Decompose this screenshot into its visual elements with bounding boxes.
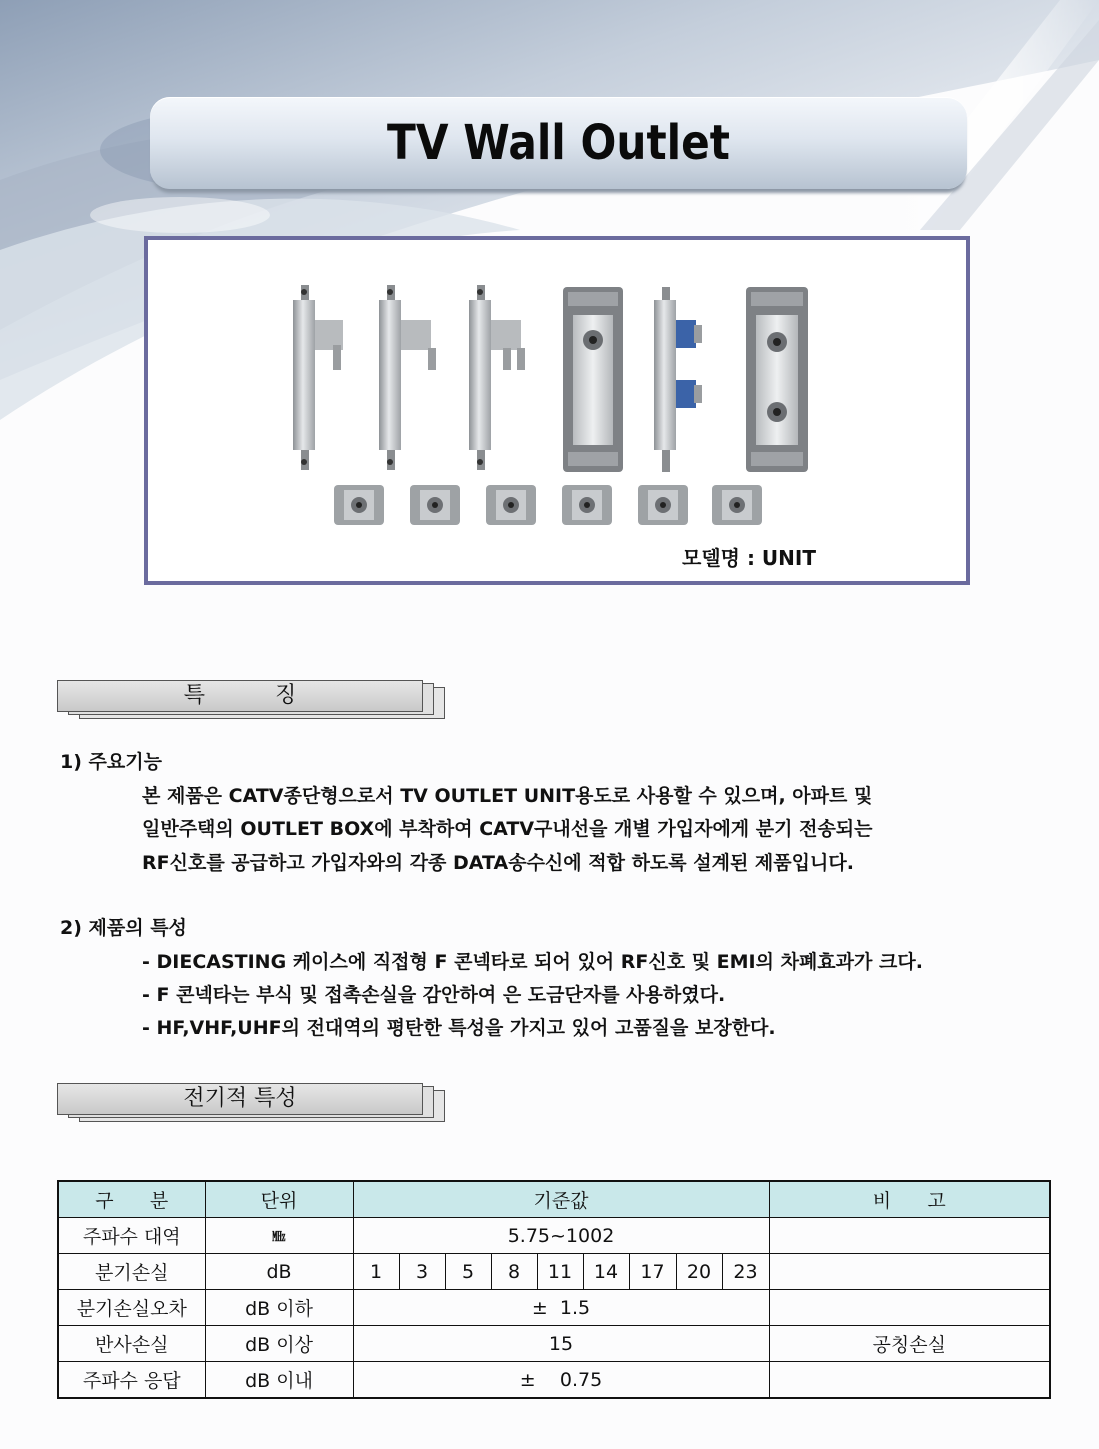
table-row <box>58 1290 1050 1326</box>
row-value: ± 1.5 <box>353 1290 769 1326</box>
electrical-tab-label: 전기적 특성 <box>183 1086 297 1111</box>
branch-loss-value: 23 <box>722 1254 769 1290</box>
row-item: 주파수 응답 <box>58 1362 205 1399</box>
outlet-front-double <box>746 287 808 472</box>
product-feature-line-2: - F 콘넥타는 부식 및 접촉손실을 감안하여 은 도금단자를 사용하였다. <box>142 984 726 1006</box>
row-value: ± 0.75 <box>353 1362 769 1399</box>
features-tab-label: 특 징 <box>183 683 297 708</box>
row-item: 분기손실오차 <box>58 1290 205 1326</box>
main-function-line-3: RF신호를 공급하고 가입자와의 각종 DATA송수신에 적합 하도록 설계된 제품입니다. <box>142 852 854 874</box>
product-feature-line-1: - DIECASTING 케이스에 직접형 F 콘넥타로 되어 있어 RF신호 및 EMI의 차폐효과가 크다. <box>142 951 923 973</box>
outlet-front-single <box>563 287 623 472</box>
branch-loss-value: 5 <box>445 1254 491 1290</box>
row-note <box>769 1362 1050 1399</box>
electrical-spec-table <box>57 1180 1051 1399</box>
product-feature-line-3: - HF,VHF,UHF의 전대역의 평탄한 특성을 가지고 있어 고품질을 보장한다. <box>142 1017 776 1039</box>
table-header-row <box>58 1181 1050 1218</box>
row-value: 5.75~1002 <box>353 1218 769 1254</box>
branch-loss-value: 14 <box>583 1254 629 1290</box>
title-banner <box>150 97 967 189</box>
model-caption: 모델명 : UNIT <box>682 546 816 570</box>
header-reference-value: 기준값 <box>353 1181 769 1218</box>
row-note <box>769 1290 1050 1326</box>
product-photo <box>148 240 966 581</box>
main-function-line-1: 본 제품은 CATV종단형으로서 TV OUTLET UNIT용도로 사용할 수 있으며, 아파트 및 <box>142 785 873 807</box>
header-category: 구 분 <box>58 1181 205 1218</box>
row-unit: dB 이하 <box>205 1290 353 1326</box>
electrical-tab <box>57 1083 457 1125</box>
table-row <box>58 1326 1050 1362</box>
row-value: 15 <box>353 1326 769 1362</box>
branch-loss-value: 1 <box>353 1254 399 1290</box>
row-item: 반사손실 <box>58 1326 205 1362</box>
outlet-side-1 <box>293 285 343 470</box>
row-unit: dB <box>205 1254 353 1290</box>
unit-module-row <box>334 485 762 525</box>
row-item: 분기손실 <box>58 1254 205 1290</box>
outlet-side-2 <box>379 285 436 470</box>
section-heading-product-features: 2) 제품의 특성 <box>60 917 187 939</box>
row-unit: dB 이내 <box>205 1362 353 1399</box>
row-unit: ㎒ <box>205 1218 353 1254</box>
features-tab <box>57 680 457 722</box>
header-remarks: 비 고 <box>769 1181 1050 1218</box>
branch-loss-value: 20 <box>676 1254 722 1290</box>
section-heading-main-function: 1) 주요기능 <box>60 751 162 773</box>
row-note: 공칭손실 <box>769 1326 1050 1362</box>
branch-loss-value: 3 <box>399 1254 445 1290</box>
row-note <box>769 1254 1050 1290</box>
branch-loss-value: 17 <box>629 1254 676 1290</box>
row-unit: dB 이상 <box>205 1326 353 1362</box>
table-row <box>58 1362 1050 1399</box>
branch-loss-value: 11 <box>537 1254 583 1290</box>
row-note <box>769 1218 1050 1254</box>
outlet-side-3 <box>469 285 525 470</box>
main-function-line-2: 일반주택의 OUTLET BOX에 부착하여 CATV구내선을 개별 가입자에게 분기 전송되는 <box>142 818 873 840</box>
page-title: TV Wall Outlet <box>387 115 730 171</box>
table-row <box>58 1254 1050 1290</box>
row-item: 주파수 대역 <box>58 1218 205 1254</box>
outlet-side-blue <box>654 287 702 472</box>
product-image-frame <box>144 236 970 585</box>
table-row <box>58 1218 1050 1254</box>
header-unit: 단위 <box>205 1181 353 1218</box>
branch-loss-value: 8 <box>491 1254 537 1290</box>
